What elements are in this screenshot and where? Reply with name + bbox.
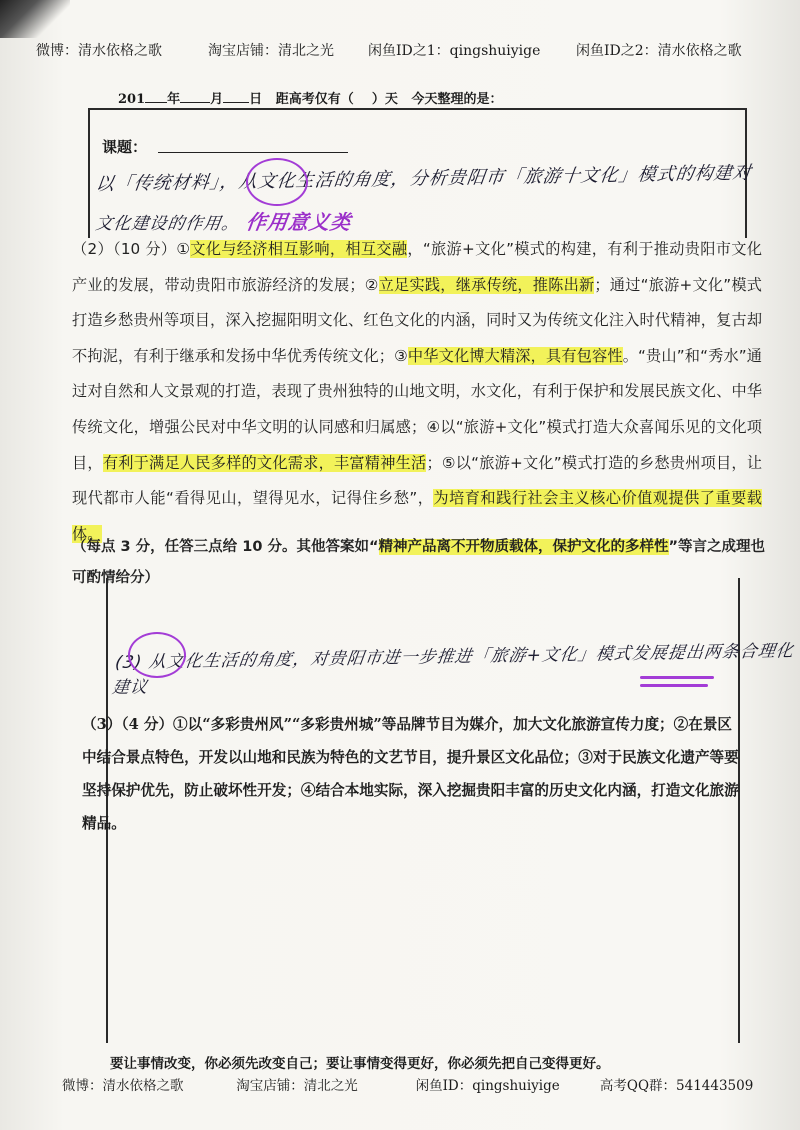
scoring-note: （每点 3 分，任答三点给 10 分。其他答案如“精神产品离不开物质载体，保护文化的多样性”等言之成理也可酌情给分） [72,539,766,586]
highlight-1: 文化与经济相互影响，相互交融 [190,240,408,258]
watermark-xianyu-2: 闲鱼ID之2：清水依格之歌 [576,43,742,59]
date-line: 201 年 月 日 距高考仅有（ ）天 今天整理的是： [118,92,503,107]
watermark-taobao: 淘宝店铺：清北之光 [208,43,334,59]
watermark-weibo: 微博：清水依格之歌 [36,43,162,59]
scan-corner-shadow [0,0,70,38]
purple-circle-mark [246,158,308,206]
answer-2-text: （2）（10 分）①文化与经济相互影响，相互交融，“旅游+文化”模式的构建，有利于推动贵阳市文化产业的发展，带动贵阳市旅游经济的发展；②立足实践，继承传统，推陈出新；通过“旅游+文化”模式打造乡愁贵州等项目，深入挖掘阳明文化、红色文化的内涵，同时又为传统文化注入时代精神，复古却不拘泥，有利于继承和发扬中华优秀传统文化；③中华文化博大精深，具有包容性。“贵山”和“秀水”通过对自然和人文景观的打造，表现了贵州独特的山地文明，水文化，有利于保护和发展民族文化、中华传统文化，增强公民对中华文明的认同感和归属感；④以“旅游+文化”模式打造大众喜闻乐见的文化项目，有利于满足人民多样的文化需求，丰富精神生活；⑤以“旅游+文化”模式打造的乡愁贵州项目，让现代都市人能“看得见山，望得见水，记得住乡愁”，为培育和践行社会主义核心价值观提供了重要载体。 [72,240,763,543]
handwritten-question-line-1: 以「传统材料」，从文化生活的角度，分析贵阳市「旅游十文化」模式的构建对 [94,162,754,196]
highlight-5: 为培育和践行社会主义核心价值观提供了重要载体。 [72,489,762,543]
handwritten-question-line-2: 文化建设的作用。 作用意义类 [94,210,353,234]
bottom-watermark [62,1074,753,1094]
watermark-xianyu-bottom: 闲鱼ID：qingshuiyige [415,1078,560,1094]
motto: 要让事情改变，你必须先改变自己；要让事情变得更好，你必须先把自己变得更好。 [110,1056,610,1072]
purple-circle-mark-2 [128,632,186,678]
watermark-xianyu-1: 闲鱼ID之1：qingshuiyige [368,43,541,59]
handwritten-question-3: (3) 从文化生活的角度，对贵阳市进一步推进「旅游+文化」模式发展提出两条合理化建议 [110,641,796,699]
topic-underline [158,152,348,153]
highlight-note: 精神产品离不开物质载体，保护文化的多样性 [378,539,669,555]
watermark-taobao-bottom: 淘宝店铺：清北之光 [236,1078,358,1094]
watermark-weibo-bottom: 微博：清水依格之歌 [62,1078,184,1094]
answer-3-text: （3）（4 分）①以“多彩贵州风”“多彩贵州城”等品牌节目为媒介，加大文化旅游宣传力度；②在景区中结合景点特色，开发以山地和民族为特色的文艺节目，提升景区文化品位；③对于民族文化遗产等要坚持保护优先，防止破坏性开发；④结合本地实际，深入挖掘贵阳丰富的历史文化内涵，打造文化旅游精品。 [82,716,739,832]
highlight-3: 中华文化博大精深，具有包容性 [407,346,623,365]
purple-underline-2 [640,684,708,687]
topic-label: 课题： [102,138,148,156]
highlight-4: 有利于满足人民多样的文化需求，丰富精神生活 [102,453,427,472]
purple-underline [640,676,714,679]
top-watermark [36,40,776,60]
handwritten-tag: 作用意义类 [244,210,353,234]
watermark-qq-bottom: 高考QQ群：541443509 [599,1078,754,1094]
highlight-2: 立足实践，继承传统，推陈出新 [378,275,595,294]
